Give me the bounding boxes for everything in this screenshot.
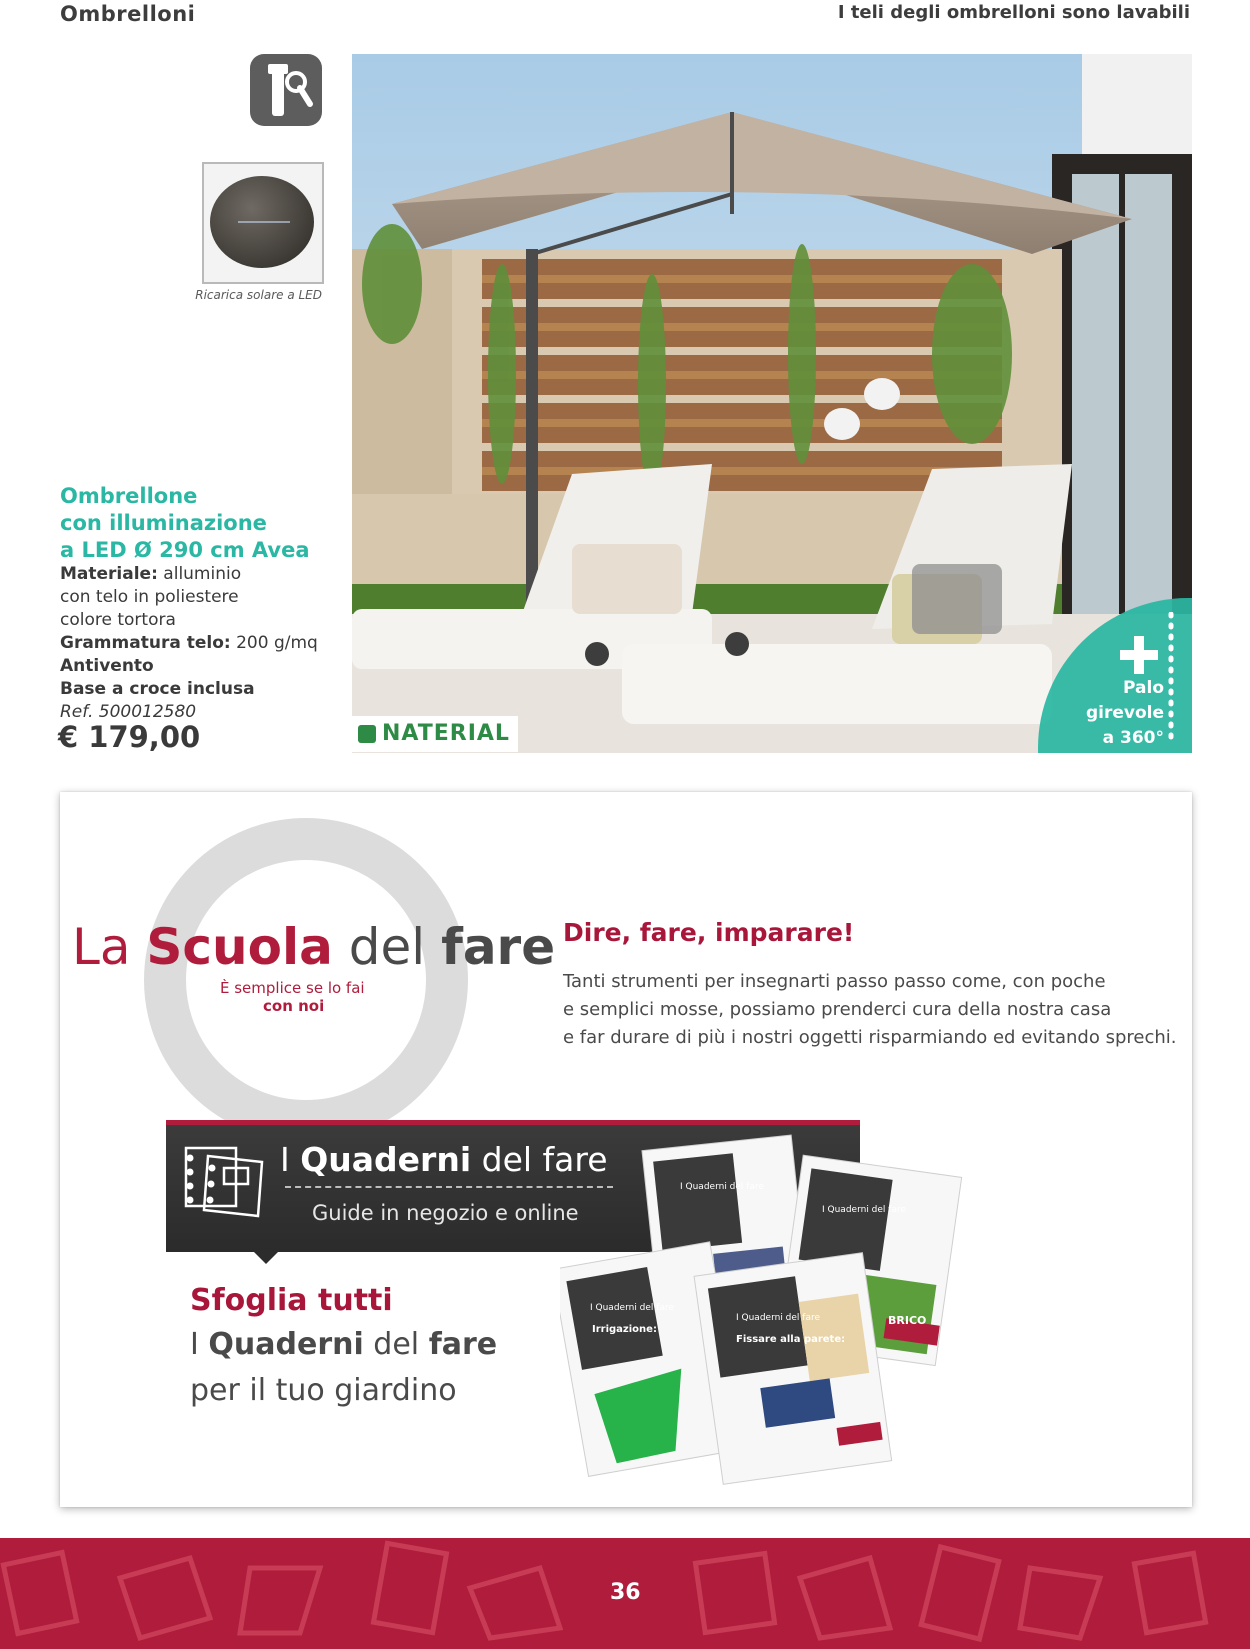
weight-value: 200 g/mq [236, 633, 318, 653]
scuola-tagline-bold: con noi [263, 997, 325, 1015]
scuola-paragraph-line: Tanti strumenti per insegnarti passo passo come, con poche [563, 971, 1106, 992]
quaderni-title-i: I [280, 1140, 301, 1179]
cta-del: del [363, 1327, 429, 1362]
plus-icon [1120, 636, 1158, 674]
scuola-title-scuola: Scuola [146, 918, 333, 976]
dotted-arc-decoration [1168, 612, 1174, 744]
brico-logo-text: BRICO [888, 1314, 927, 1327]
cta-line-1: Sfoglia tutti [190, 1283, 393, 1318]
quaderni-title [280, 1140, 608, 1179]
booklets-illustration [560, 1134, 1010, 1490]
product-title-line: con illuminazione [60, 511, 267, 535]
product-price: € 179,00 [58, 720, 201, 754]
material-label: Materiale: [60, 564, 158, 584]
scuola-title-fare: fare [441, 918, 556, 976]
cta-fare: fare [428, 1327, 498, 1362]
rotation-badge-text [1078, 676, 1164, 751]
solar-panel-strip [238, 221, 290, 223]
cta-i: I [190, 1327, 209, 1362]
weight-line [60, 632, 360, 655]
hand-crank-icon [250, 54, 322, 126]
booklet-topic: Fissare alla parete: [736, 1334, 846, 1345]
rotation-line: Palo [1123, 678, 1164, 698]
solar-charger-image [202, 162, 324, 284]
feature-cross-base: Base a croce inclusa [60, 679, 255, 699]
quaderni-banner-pointer [252, 1250, 280, 1264]
scuola-tagline: È semplice se lo fai [220, 979, 365, 997]
naterial-brand-text: NATERIAL [382, 721, 510, 746]
product-title [60, 483, 360, 564]
booklet-title: I Quaderni del fare [822, 1205, 907, 1215]
notebook-icon [178, 1142, 274, 1220]
product-title-line: a LED Ø 290 cm Avea [60, 538, 310, 562]
quaderni-subtitle: Guide in negozio e online [312, 1201, 579, 1225]
fabric-line-2: colore tortora [60, 610, 176, 630]
section-title: Ombrelloni [60, 2, 196, 26]
scuola-paragraph-line: e far durare di più i nostri oggetti risparmiando ed evitando sprechi. [563, 1027, 1177, 1048]
quaderni-title-delfare: del fare [471, 1140, 608, 1179]
naterial-logo [352, 716, 518, 752]
scuola-logo-title [72, 918, 555, 976]
fabric-line-1: con telo in poliestere [60, 587, 239, 607]
header-note: I teli degli ombrelloni sono lavabili [837, 2, 1190, 23]
product-ref: Ref. 500012580 [60, 702, 197, 722]
material-value: alluminio [163, 564, 242, 584]
product-title-line: Ombrellone [60, 484, 198, 508]
page-number: 36 [610, 1580, 641, 1605]
scuola-title-la: La [72, 918, 147, 976]
scuola-heading: Dire, fare, imparare! [563, 918, 855, 947]
rotation-line: girevole [1085, 703, 1164, 723]
cta-line-2 [190, 1327, 497, 1362]
rotation-line: a 360° [1102, 728, 1164, 748]
solar-caption: Ricarica solare a LED [195, 288, 322, 302]
weight-label: Grammatura telo: [60, 633, 231, 653]
feature-windproof: Antivento [60, 656, 154, 676]
quaderni-title-quaderni: Quaderni [300, 1140, 472, 1179]
material-line [60, 563, 360, 586]
scuola-title-del: del [332, 918, 442, 976]
naterial-leaf-icon [358, 725, 376, 743]
cta-line-3: per il tuo giardino [190, 1373, 457, 1408]
booklet-title: I Quaderni del fare [736, 1313, 821, 1323]
cta-quaderni: Quaderni [208, 1327, 364, 1362]
booklet-topic: Irrigazione: [592, 1324, 657, 1335]
scuola-paragraph-line: e semplici mosse, possiamo prenderci cura della nostra casa [563, 999, 1112, 1020]
booklet-title: I Quaderni del fare [590, 1303, 675, 1313]
booklet-title: I Quaderni del fare [680, 1182, 765, 1192]
